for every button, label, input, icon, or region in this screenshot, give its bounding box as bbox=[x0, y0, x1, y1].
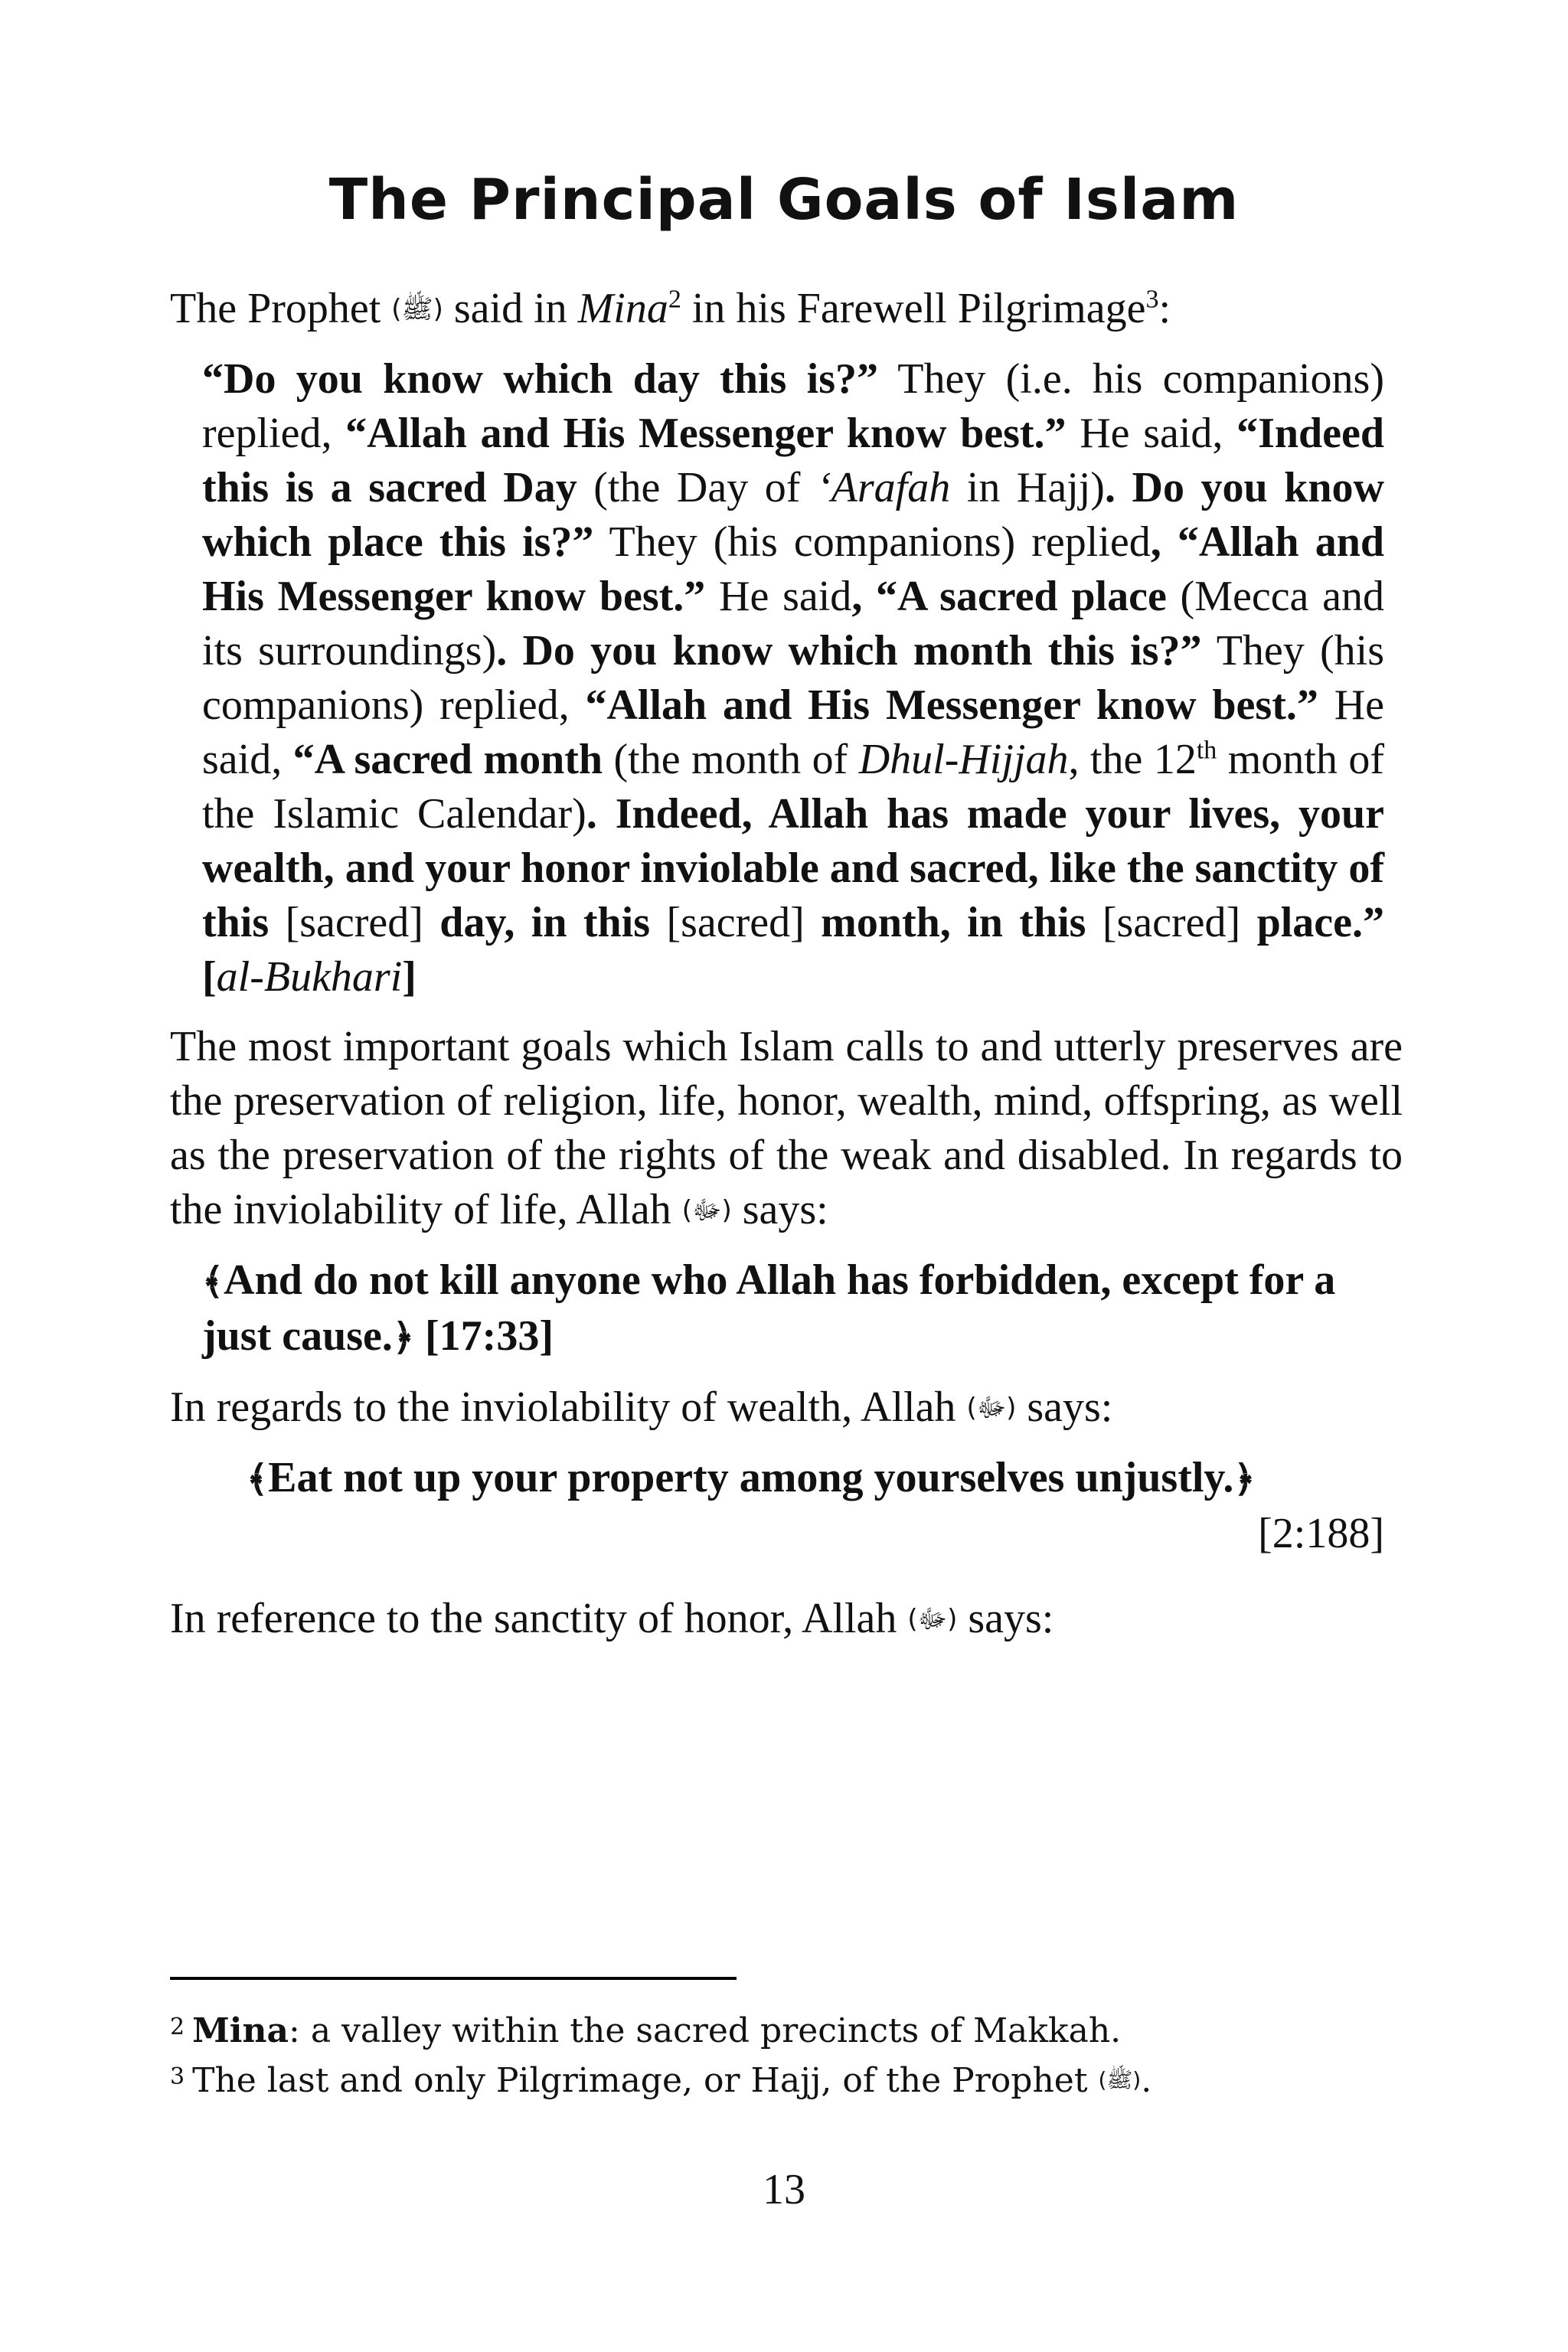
footnote-text: The last and only Pilgrimage, or Hajj, of the Prophet bbox=[192, 2061, 1099, 2100]
exalted-symbol: (ﷻ) bbox=[681, 1195, 732, 1226]
honor-text: In reference to the sanctity of honor, Allah bbox=[170, 1595, 908, 1642]
hadith-source: al-Bukhari bbox=[216, 953, 403, 1001]
hadith-bold: “Indeed this is a sacred Day bbox=[202, 410, 1384, 511]
wealth-text: says: bbox=[1016, 1383, 1113, 1431]
hadith-italic: ‘Arafah bbox=[816, 464, 951, 511]
hadith-bold: place.” bbox=[1256, 899, 1384, 946]
hadith-plain: He said, bbox=[1066, 410, 1237, 457]
hadith-plain: They (i.e. his companions) replied, bbox=[202, 355, 1384, 457]
verse-2-188 bbox=[170, 1451, 1403, 1507]
verse-text: Eat not up your property among yourselves unjustly. bbox=[268, 1454, 1234, 1501]
hadith-bold: [ bbox=[202, 953, 217, 1001]
wealth-paragraph bbox=[170, 1380, 1403, 1436]
salla-symbol: (ﷺ) bbox=[1098, 2067, 1142, 2092]
hadith-plain: month of the Islamic Calendar) bbox=[202, 736, 1384, 838]
hadith-plain: in Hajj) bbox=[950, 464, 1105, 511]
verse-close-bracket: ﴿ bbox=[392, 1316, 415, 1359]
footnote-3 bbox=[170, 2054, 1403, 2104]
page-title: The Principal Goals of Islam bbox=[328, 167, 1240, 233]
intro-paragraph bbox=[170, 282, 1403, 337]
hadith-plain: He said, bbox=[202, 681, 1384, 783]
hadith-plain: (the month of bbox=[603, 736, 859, 783]
hadith-plain: They (his companions) replied, bbox=[202, 627, 1384, 729]
footnote-number: 2 bbox=[170, 2014, 185, 2040]
footnote-text: . bbox=[1141, 2061, 1152, 2100]
verse-text: And do not kill anyone who Allah has forbidden, except for a just cause. bbox=[202, 1256, 1336, 1360]
verse-close-bracket: ﴿ bbox=[1233, 1458, 1256, 1501]
hadith-quote bbox=[170, 352, 1403, 1004]
intro-text: in his Farewell Pilgrimage bbox=[681, 285, 1146, 332]
hadith-bold: “A sacred month bbox=[292, 736, 603, 783]
hadith-plain: [sacred] bbox=[650, 899, 822, 946]
hadith-bold: month, in this bbox=[821, 899, 1086, 946]
ordinal-suffix: th bbox=[1196, 736, 1217, 765]
goals-text: says: bbox=[731, 1186, 828, 1233]
hadith-bold: . Indeed, Allah has made your lives, your wealth, and your honor inviolable and sacred, like the sanctity of this bbox=[202, 790, 1385, 946]
salla-symbol: (ﷺ) bbox=[391, 294, 443, 325]
hadith-plain: He said bbox=[705, 573, 852, 620]
hadith-plain: [sacred] bbox=[1086, 899, 1257, 946]
hadith-bold: “Allah and His Messenger know best.” bbox=[345, 410, 1067, 457]
verse-open-bracket: ﴾ bbox=[247, 1458, 269, 1501]
footnote-ref-3[interactable]: 3 bbox=[1145, 285, 1159, 314]
hadith-bold: “Do you know which day this is?” bbox=[202, 355, 878, 403]
main-text bbox=[170, 282, 1403, 1647]
verse-reference: [17:33] bbox=[414, 1312, 554, 1360]
footnote-2 bbox=[170, 2004, 1403, 2054]
intro-mina: Mina bbox=[577, 285, 668, 332]
footnotes bbox=[170, 2004, 1403, 2104]
footnote-text: : a valley within the sacred precincts of Makkah. bbox=[289, 2011, 1122, 2050]
verse-reference: [2:188] bbox=[1258, 1510, 1384, 1557]
intro-text: said in bbox=[443, 285, 578, 332]
goals-text: The most important goals which Islam calls to and utterly preserves are the preservation of religion, life, honor, wealth, mind, offspring, as well as the preservation of the rights of the weak and disabled. In regards to the inviolability of life, Allah bbox=[170, 1023, 1403, 1233]
honor-text: says: bbox=[957, 1595, 1054, 1642]
footnote-term: Mina bbox=[192, 2011, 289, 2050]
hadith-plain: (the Day of bbox=[577, 464, 817, 511]
intro-text: The Prophet bbox=[170, 285, 392, 332]
hadith-plain: [sacred] bbox=[269, 899, 440, 946]
hadith-italic: Dhul-Hijjah bbox=[858, 736, 1069, 783]
hadith-plain: (Mecca and its surroundings) bbox=[202, 573, 1384, 675]
footnote-ref-2[interactable]: 2 bbox=[668, 285, 681, 314]
hadith-plain: , the 12 bbox=[1068, 736, 1197, 783]
footnote-divider bbox=[170, 1977, 737, 1980]
hadith-plain: They (his companions) replied bbox=[593, 518, 1151, 566]
verse-17-33 bbox=[170, 1253, 1403, 1365]
wealth-text: In regards to the inviolability of wealth, Allah bbox=[170, 1383, 967, 1431]
page-number: 13 bbox=[763, 2166, 805, 2213]
hadith-bold: “Allah and His Messenger know best.” bbox=[585, 681, 1318, 729]
hadith-bold: ] bbox=[402, 953, 416, 1001]
hadith-bold: day, in this bbox=[439, 899, 651, 946]
hadith-bold: , “A sacred place bbox=[851, 573, 1167, 620]
verse-open-bracket: ﴾ bbox=[202, 1260, 224, 1303]
intro-text: : bbox=[1158, 285, 1171, 332]
hadith-bold: . Do you know which place this is?” bbox=[202, 464, 1384, 566]
honor-paragraph bbox=[170, 1592, 1403, 1647]
hadith-bold: , “Allah and His Messenger know best.” bbox=[202, 518, 1384, 620]
hadith-bold: . Do you know which month this is?” bbox=[496, 627, 1202, 675]
exalted-symbol: (ﷻ) bbox=[907, 1604, 958, 1635]
footnote-number: 3 bbox=[170, 2063, 185, 2090]
goals-paragraph bbox=[170, 1020, 1403, 1238]
exalted-symbol: (ﷻ) bbox=[966, 1393, 1017, 1423]
